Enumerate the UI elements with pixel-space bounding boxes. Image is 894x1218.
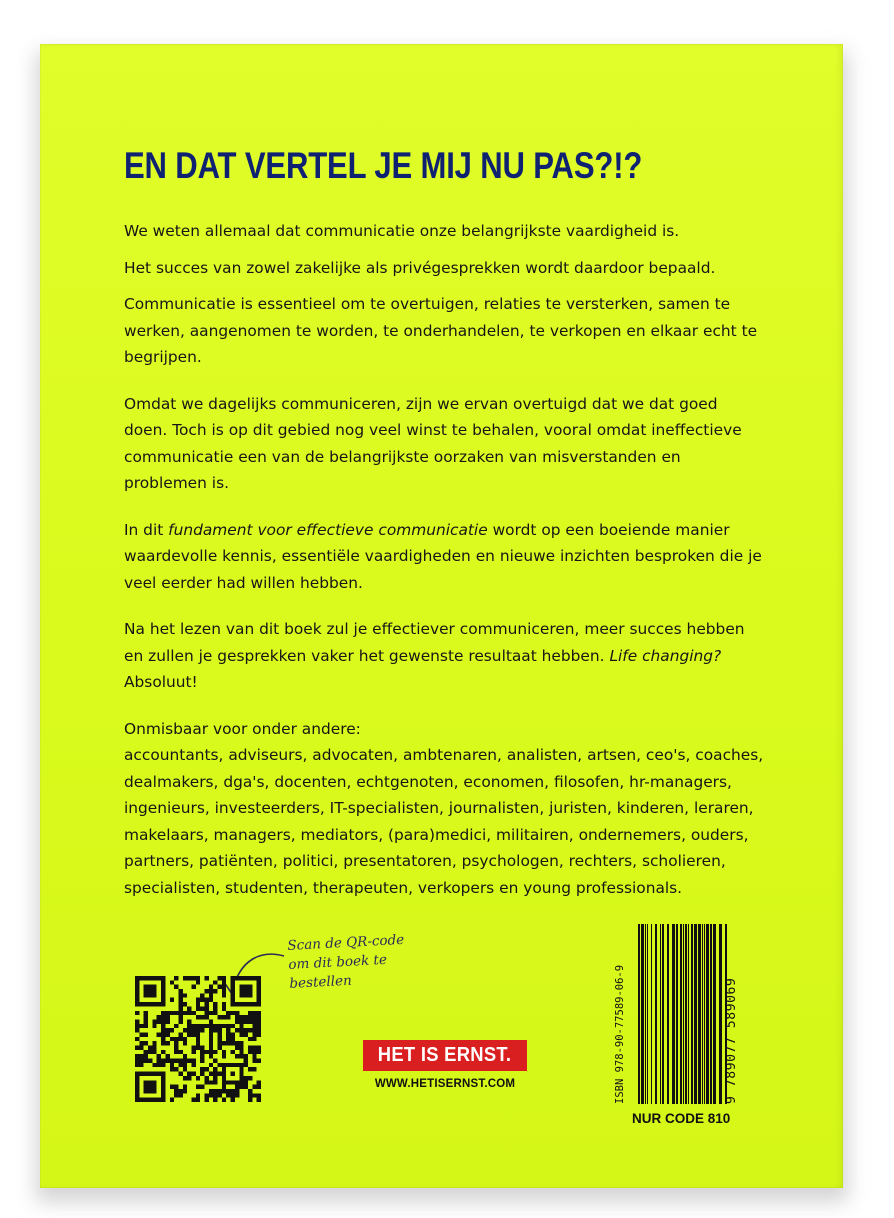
paragraph-6-emphasis: Life changing?	[609, 646, 722, 665]
barcode-digits: 9 789077 589069	[724, 977, 739, 1104]
publisher-logo-text: HET IS ERNST.	[378, 1044, 512, 1066]
paragraph-4: Omdat we dagelijks communiceren, zijn we ervan overtuigd dat we dat goed doen. Toch is op dit gebied nog veel winst te behalen, vooral omdat ineffectieve communicatie een van de belangrijkste oorzaken van misverstanden en problemen is.	[124, 394, 742, 492]
audience-list: accountants, adviseurs, advocaten, ambtenaren, analisten, artsen, ceo's, coaches, dealmakers, dga's, docenten, echtgenoten, economen, filosofen, hr-managers, ingenieurs, investeerders, IT-specialisten, journalisten, juristen, kinderen, leraren, makelaars, managers, mediators, (para)medici, militairen, ondernemers, ouders, partners, patiënten, politici, presentatoren, psychologen, rechters, scholieren, specialisten, studenten, therapeuten, verkopers en young professionals.	[124, 746, 764, 897]
publisher-website[interactable]: WWW.HETISERNST.COM	[374, 1078, 516, 1090]
barcode	[614, 924, 744, 1104]
paragraph-5-emphasis: fundament voor effectieve communicatie	[168, 520, 488, 539]
scan-note-line-1: Scan de QR-code	[287, 931, 405, 954]
book-back-cover	[40, 44, 843, 1188]
audience-heading: Onmisbaar voor onder andere:	[124, 719, 361, 738]
publisher-logo	[363, 1040, 527, 1071]
book-title: EN DAT VERTEL JE MIJ NU PAS?!?	[124, 145, 643, 186]
nur-code: NUR CODE 810	[632, 1111, 731, 1126]
paragraph-3: Communicatie is essentieel om te overtuigen, relaties te versterken, samen te werken, aangenomen te worden, te onderhandelen, te verkopen en elkaar echt te begrijpen.	[124, 295, 758, 366]
paragraph-5-start: In dit	[124, 520, 169, 539]
isbn-number: ISBN 978-90-77589-06-9	[614, 964, 626, 1104]
paragraph-6-start: Na het lezen van dit boek zul je effectiever communiceren, meer succes hebben en zullen je gesprekken vaker het gewenste resultaat hebben.	[124, 620, 745, 665]
paragraph-2: Het succes van zowel zakelijke als privégesprekken wordt daardoor bepaald.	[124, 258, 716, 277]
paragraph-1: We weten allemaal dat communicatie onze belangrijkste vaardigheid is.	[124, 222, 680, 240]
qr-code-icon[interactable]	[135, 976, 261, 1102]
paragraph-5	[124, 517, 764, 597]
scan-note-line-2: om dit boek te	[288, 951, 388, 973]
scan-note	[287, 929, 450, 994]
paragraph-6	[124, 616, 764, 696]
barcode-icon	[636, 924, 728, 1104]
paragraph-5-end: wordt op een boeiende manier waardevolle kennis, essentiële vaardigheden en nieuwe inzichten besproken die je veel eerder had willen hebben.	[124, 520, 762, 592]
paragraph-6-end: Absoluut!	[124, 673, 198, 691]
blurb	[124, 218, 764, 901]
scan-note-line-3: bestellen	[289, 972, 353, 992]
